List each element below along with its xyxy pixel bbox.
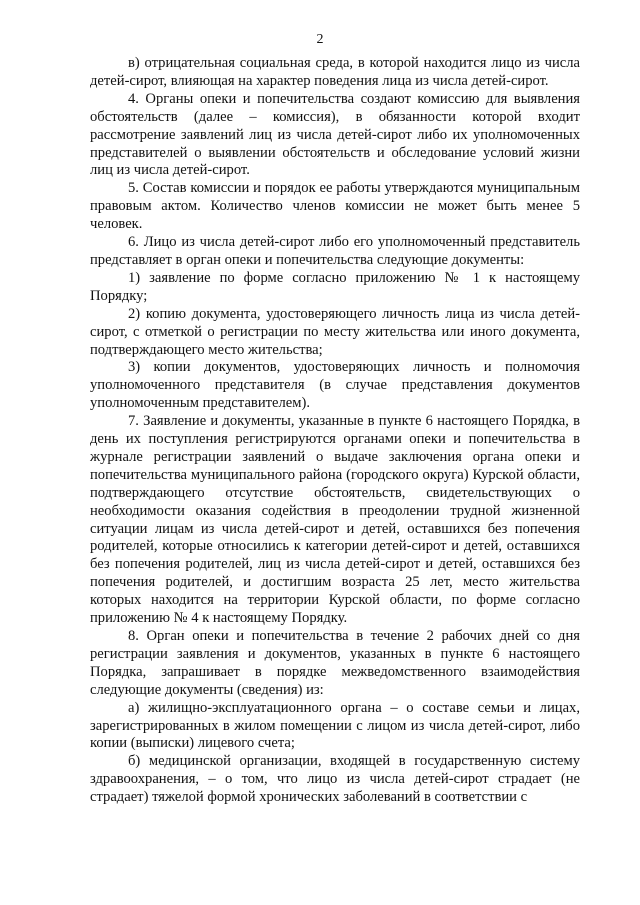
paragraph-8-item-a: а) жилищно-эксплуатационного органа – о составе семьи и лицах, зарегистрированных в жилом помещении с лицом из числа детей-сирот, либо копии (выписки) лицевого счета;	[90, 699, 580, 752]
paragraph-6-item-3: 3) копии документов, удостоверяющих личность и полномочия уполномоченного представителя (в случае представления документов уполномоченным представителем).	[90, 359, 580, 412]
paragraph-6-item-1: 1) заявление по форме согласно приложению № 1 к настоящему Порядку;	[90, 269, 580, 304]
paragraph-3v: в) отрицательная социальная среда, в которой находится лицо из числа детей-сирот, влияющая на характер поведения лица из числа детей-сирот.	[90, 55, 580, 89]
paragraph-8-item-b: б) медицинской организации, входящей в государственную систему здравоохранения, – о том, что лицо из числа детей-сирот страдает (не страдает) тяжелой формой хронических заболеваний в соответствии с	[90, 753, 580, 806]
paragraph-8: 8. Орган опеки и попечительства в течение 2 рабочих дней со дня регистрации заявления и документов, указанных в пункте 6 настоящего Порядка, запрашивает в порядке межведомственного взаимодействия следующие документы (сведения) из:	[90, 628, 580, 698]
document-body	[90, 55, 580, 807]
page-number: 2	[316, 32, 324, 47]
paragraph-5: 5. Состав комиссии и порядок ее работы утверждаются муниципальным правовым актом. Количество членов комиссии не может быть менее 5 человек.	[90, 180, 580, 233]
paragraph-4: 4. Органы опеки и попечительства создают комиссию для выявления обстоятельств (далее – комиссия), в обязанности которой входит рассмотрение заявлений лиц из числа детей-сирот либо их уполномоченных представителей о выявлении обстоятельств и обследование условий жизни лиц из числа детей-сирот.	[90, 90, 580, 179]
paragraph-7: 7. Заявление и документы, указанные в пункте 6 настоящего Порядка, в день их поступления регистрируются органами опеки и попечительства в журнале регистрации заявлений о выдаче заключения органа опеки и попечительства муниципального района (городского округа) Курской области, подтверждающего отсутствие обстоятельств, свидетельствующих о необходимости оказания содействия в преодолении трудной жизненной ситуации лицам из числа детей-сирот и детей, оставшихся без попечения родителей, которые относились к категории детей-сирот и детей, оставшихся без попечения родителей, лиц из числа детей-сирот и детей, оставшихся без попечения родителей, и достигшим возраста 25 лет, место жительства которых находится на территории Курской области, по форме согласно приложению № 4 к настоящему Порядку.	[90, 413, 580, 627]
paragraph-6: 6. Лицо из числа детей-сирот либо его уполномоченный представитель представляет в орган опеки и попечительства следующие документы:	[90, 234, 580, 268]
paragraph-6-item-2: 2) копию документа, удостоверяющего личность лица из числа детей-сирот, с отметкой о регистрации по месту жительства или иного документа, подтверждающего место жительства;	[90, 305, 580, 358]
